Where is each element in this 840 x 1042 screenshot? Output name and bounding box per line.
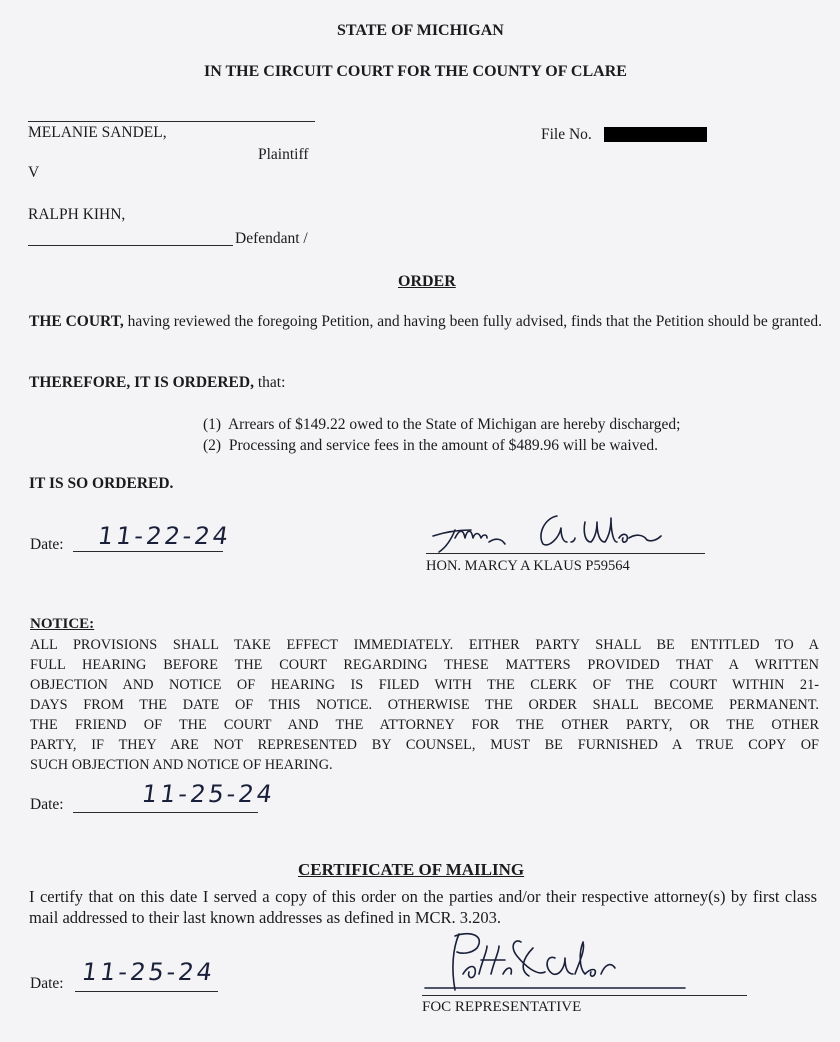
judge-signature bbox=[425, 508, 705, 558]
court-heading: IN THE CIRCUIT COURT FOR THE COUNTY OF CLARE bbox=[204, 63, 627, 80]
order-item-2: (2) Processing and service fees in the amount of $489.96 will be waived. bbox=[203, 437, 658, 454]
foc-signature-line bbox=[422, 995, 747, 996]
notice-date-value: 11-25-24 bbox=[140, 780, 277, 808]
notice-body bbox=[30, 635, 819, 775]
notice-line: PARTY, IF THEY ARE NOT REPRESENTED BY COUNSEL, MUST BE FURNISHED A TRUE COPY OF bbox=[30, 737, 819, 753]
plaintiff-name: MELANIE SANDEL, bbox=[28, 124, 167, 141]
defendant-name: RALPH KIHN, bbox=[28, 206, 126, 223]
foc-signature bbox=[425, 928, 695, 998]
notice-line: OBJECTION AND NOTICE OF HEARING IS FILED WITH THE CLERK OF THE COURT WITHIN 21- bbox=[30, 677, 819, 693]
order-date-value: 11-22-24 bbox=[96, 522, 233, 550]
state-heading: STATE OF MICHIGAN bbox=[337, 22, 504, 39]
judge-signature-line bbox=[426, 553, 705, 554]
certificate-date-value: 11-25-24 bbox=[80, 958, 217, 986]
notice-line: SUCH OBJECTION AND NOTICE OF HEARING. bbox=[30, 757, 333, 773]
notice-line: THE FRIEND OF THE COURT AND THE ATTORNEY FOR THE OTHER PARTY, OR THE OTHER bbox=[30, 717, 819, 733]
certificate-title: CERTIFICATE OF MAILING bbox=[298, 860, 525, 879]
notice-title: NOTICE: bbox=[30, 616, 95, 632]
file-no-label: File No. bbox=[541, 126, 592, 143]
therefore-clause bbox=[29, 374, 285, 392]
notice-line: FULL HEARING BEFORE THE COURT REGARDING THESE MATTERS PROVIDED THAT A WRITTEN bbox=[30, 657, 819, 673]
foc-representative: FOC REPRESENTATIVE bbox=[422, 999, 582, 1015]
redaction-bar bbox=[604, 127, 707, 142]
caption-bottom-rule bbox=[28, 245, 233, 246]
notice-line: DAYS FROM THE DATE OF THIS NOTICE. OTHERWISE THE ORDER SHALL BECOME PERMANENT. bbox=[30, 697, 819, 713]
defendant-label: Defendant / bbox=[235, 230, 308, 247]
notice-date-line bbox=[73, 812, 258, 813]
certificate-date-label: Date: bbox=[30, 975, 64, 992]
order-date-label: Date: bbox=[30, 536, 64, 553]
so-ordered: IT IS SO ORDERED. bbox=[29, 475, 174, 492]
notice-date-label: Date: bbox=[30, 796, 64, 813]
order-date-line bbox=[73, 551, 223, 552]
certificate-body: I certify that on this date I served a copy of this order on the parties and/or their respective attorney(s) by first class mail addressed to their last known addresses as defined in MCR. 3.203. bbox=[29, 887, 817, 927]
court-findings-lead: THE COURT, bbox=[29, 313, 124, 330]
plaintiff-label: Plaintiff bbox=[258, 146, 309, 163]
judge-name: HON. MARCY A KLAUS P59564 bbox=[426, 558, 630, 574]
therefore-lead: THEREFORE, IT IS ORDERED, bbox=[29, 374, 254, 391]
caption-top-rule bbox=[28, 121, 315, 122]
court-findings-text: having reviewed the foregoing Petition, and having been fully advised, finds that the Petition should be granted. bbox=[123, 313, 822, 330]
court-findings bbox=[29, 313, 825, 331]
order-item-1: (1) Arrears of $149.22 owed to the State of Michigan are hereby discharged; bbox=[203, 416, 681, 433]
order-title: ORDER bbox=[398, 273, 456, 290]
therefore-text: that: bbox=[253, 374, 286, 391]
notice-line: ALL PROVISIONS SHALL TAKE EFFECT IMMEDIATELY. EITHER PARTY SHALL BE ENTITLED TO A bbox=[30, 637, 819, 653]
certificate-date-line bbox=[75, 991, 218, 992]
versus: V bbox=[28, 164, 40, 181]
